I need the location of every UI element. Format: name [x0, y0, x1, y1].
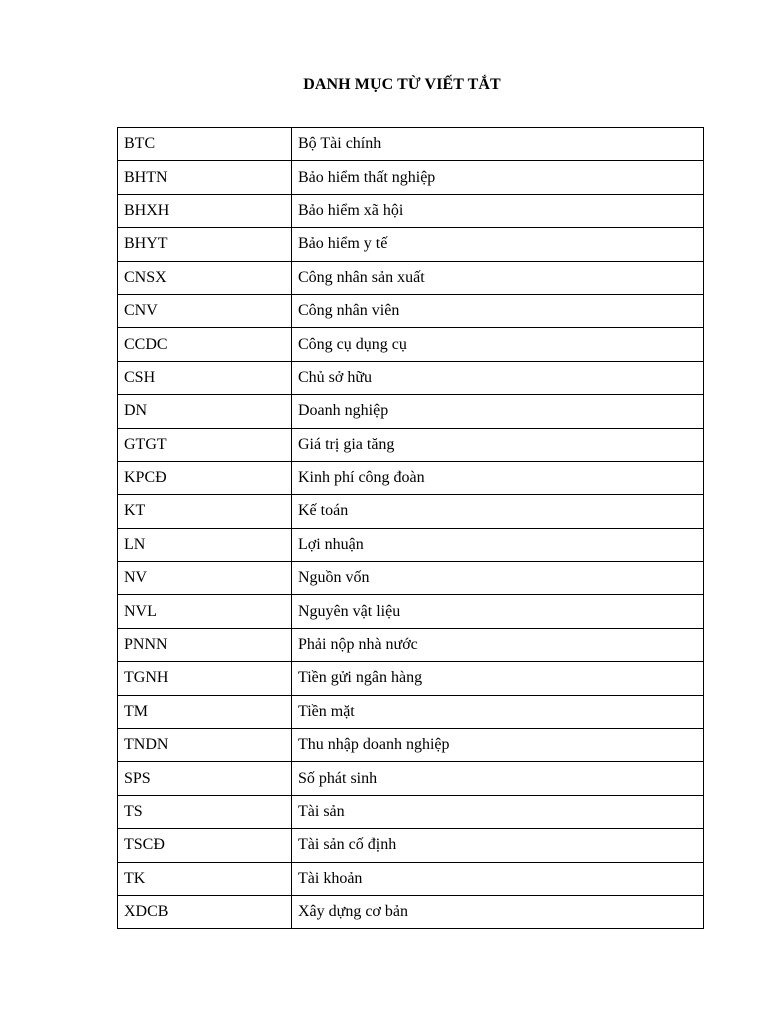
table-row — [118, 261, 704, 294]
table-row — [118, 662, 704, 695]
table-row — [118, 895, 704, 928]
table-row — [118, 528, 704, 561]
abbreviation-cell: BHXH — [118, 194, 292, 227]
table-row — [118, 294, 704, 327]
meaning-cell: Tài khoản — [292, 862, 704, 895]
abbreviation-cell: LN — [118, 528, 292, 561]
table-row — [118, 395, 704, 428]
table-row — [118, 461, 704, 494]
table-row — [118, 161, 704, 194]
abbreviation-cell: TM — [118, 695, 292, 728]
abbreviation-cell: BTC — [118, 128, 292, 161]
meaning-cell: Số phát sinh — [292, 762, 704, 795]
abbreviation-cell: KPCĐ — [118, 461, 292, 494]
abbreviation-cell: PNNN — [118, 628, 292, 661]
page-title: DANH MỤC TỪ VIẾT TẮT — [303, 76, 501, 93]
meaning-cell: Tiền gửi ngân hàng — [292, 662, 704, 695]
abbreviation-cell: TGNH — [118, 662, 292, 695]
meaning-cell: Bảo hiểm xã hội — [292, 194, 704, 227]
meaning-cell: Bảo hiểm thất nghiệp — [292, 161, 704, 194]
abbreviation-cell: SPS — [118, 762, 292, 795]
meaning-cell: Nguồn vốn — [292, 562, 704, 595]
abbreviation-cell: NVL — [118, 595, 292, 628]
abbreviation-cell: CNSX — [118, 261, 292, 294]
abbreviation-cell: NV — [118, 562, 292, 595]
table-row — [118, 495, 704, 528]
abbreviation-cell: TSCĐ — [118, 829, 292, 862]
abbreviation-cell: TK — [118, 862, 292, 895]
table-row — [118, 428, 704, 461]
abbreviation-cell: TNDN — [118, 729, 292, 762]
table-row — [118, 595, 704, 628]
meaning-cell: Kinh phí công đoàn — [292, 461, 704, 494]
meaning-cell: Giá trị gia tăng — [292, 428, 704, 461]
abbreviation-cell: KT — [118, 495, 292, 528]
abbreviation-cell: BHTN — [118, 161, 292, 194]
meaning-cell: Tài sản — [292, 795, 704, 828]
meaning-cell: Doanh nghiệp — [292, 395, 704, 428]
meaning-cell: Lợi nhuận — [292, 528, 704, 561]
abbreviation-cell: BHYT — [118, 228, 292, 261]
meaning-cell: Thu nhập doanh nghiệp — [292, 729, 704, 762]
meaning-cell: Công nhân viên — [292, 294, 704, 327]
abbreviation-cell: DN — [118, 395, 292, 428]
meaning-cell: Công nhân sản xuất — [292, 261, 704, 294]
abbreviation-cell: XDCB — [118, 895, 292, 928]
table-row — [118, 695, 704, 728]
meaning-cell: Tiền mặt — [292, 695, 704, 728]
abbreviation-cell: CSH — [118, 361, 292, 394]
meaning-cell: Xây dựng cơ bản — [292, 895, 704, 928]
table-row — [118, 628, 704, 661]
table-row — [118, 795, 704, 828]
abbreviation-cell: CNV — [118, 294, 292, 327]
table-row — [118, 361, 704, 394]
table-row — [118, 829, 704, 862]
table-row — [118, 128, 704, 161]
table-row — [118, 862, 704, 895]
abbreviation-table — [117, 127, 704, 929]
meaning-cell: Nguyên vật liệu — [292, 595, 704, 628]
meaning-cell: Kế toán — [292, 495, 704, 528]
meaning-cell: Tài sản cố định — [292, 829, 704, 862]
table-row — [118, 228, 704, 261]
table-row — [118, 762, 704, 795]
table-row — [118, 562, 704, 595]
meaning-cell: Bảo hiểm y tế — [292, 228, 704, 261]
abbreviation-cell: GTGT — [118, 428, 292, 461]
meaning-cell: Chủ sở hữu — [292, 361, 704, 394]
meaning-cell: Bộ Tài chính — [292, 128, 704, 161]
abbreviation-table-body — [118, 128, 704, 929]
abbreviation-cell: TS — [118, 795, 292, 828]
meaning-cell: Phải nộp nhà nước — [292, 628, 704, 661]
abbreviation-cell: CCDC — [118, 328, 292, 361]
table-row — [118, 729, 704, 762]
table-row — [118, 194, 704, 227]
table-row — [118, 328, 704, 361]
meaning-cell: Công cụ dụng cụ — [292, 328, 704, 361]
